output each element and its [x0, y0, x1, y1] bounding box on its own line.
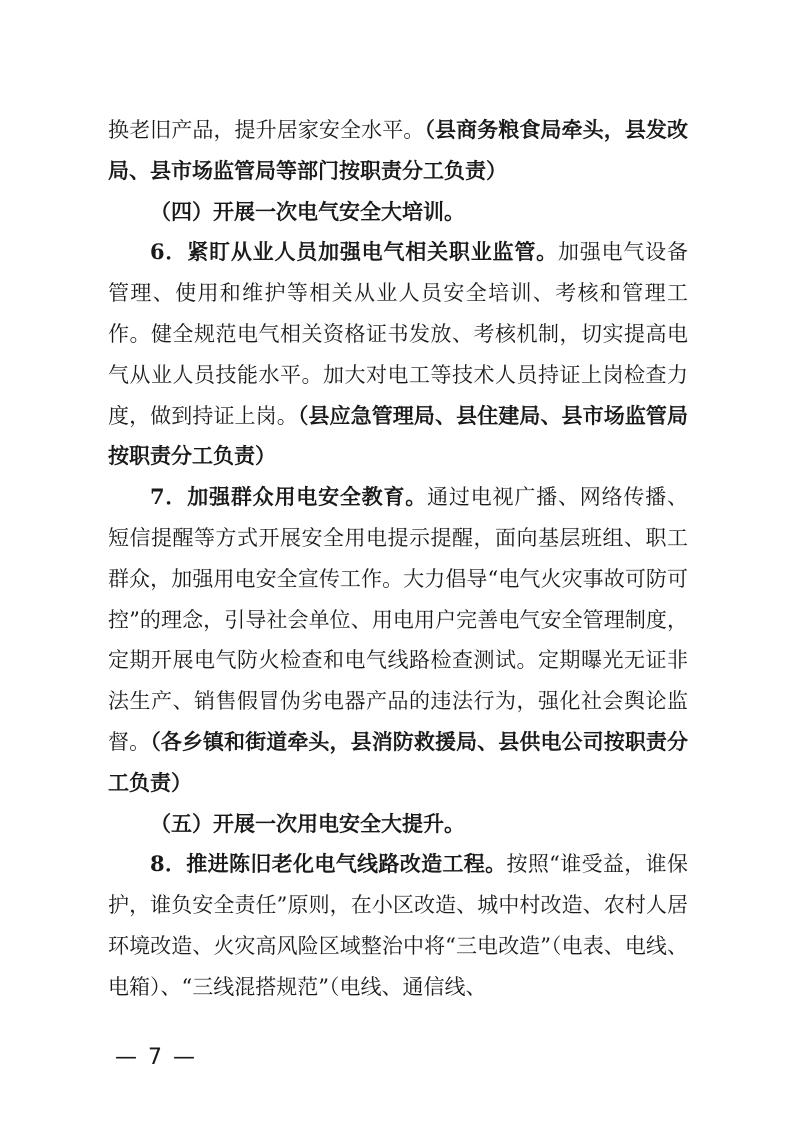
responsible-departments: （各乡镇和街道牵头，县消防救援局、县供电公司按职责分工负责） [108, 728, 688, 795]
responsible-departments: （县商务粮食局牵头，县发改局、县市场监管局等部门按职责分工负责） [108, 117, 689, 183]
item-text: 通过电视广播、网络传播、短信提醒等方式开展安全用电提示提醒，面向基层班组、职工群众，加强用电安全宣传工作。大力倡导“电气火灾事故可防可控”的理念，引导社会单位、用电用户完善电气安全管理制度，定期开展电气防火检查和电气线路检查测试。定期曝光无证非法生产、销售假冒伪劣电器产品的违法行为，强化社会舆论监督。 [108, 485, 688, 754]
paragraph-continuation [108, 110, 688, 192]
item-6 [108, 232, 688, 477]
responsible-departments: （县应急管理局、县住建局、县市场监管局按职责分工负责） [108, 402, 689, 469]
paragraph-text: 换老旧产品，提升居家安全水平。 [108, 118, 425, 142]
item-title: 8．推进陈旧老化电气线路改造工程。 [150, 851, 507, 877]
item-7 [108, 477, 688, 803]
item-title: 7．加强群众用电安全教育。 [150, 484, 428, 510]
section-heading-4: （四）开展一次电气安全大培训。 [150, 198, 465, 224]
body-text [108, 110, 688, 1008]
item-text: 加强电气设备管理、使用和维护等相关从业人员安全培训、考核和管理工作。健全规范电气相关资格证书发放、考核机制，切实提高电气从业人员技能水平。加大对电工等技术人员持证上岗检查力度，做到持证上岗。 [108, 240, 688, 428]
section-heading-5: （五）开展一次用电安全大提升。 [150, 810, 465, 836]
page-number: — 7 — [115, 1045, 197, 1070]
item-8 [108, 844, 688, 1007]
item-title: 6．紧盯从业人员加强电气相关职业监管。 [150, 239, 558, 265]
item-text: 按照“谁受益，谁保护，谁负安全责任”原则，在小区改造、城中村改造、农村人居环境改造、火灾高风险区域整治中将“三电改造”（电表、电线、电箱）、“三线混搭规范”（电线、通信线、 [108, 852, 688, 999]
